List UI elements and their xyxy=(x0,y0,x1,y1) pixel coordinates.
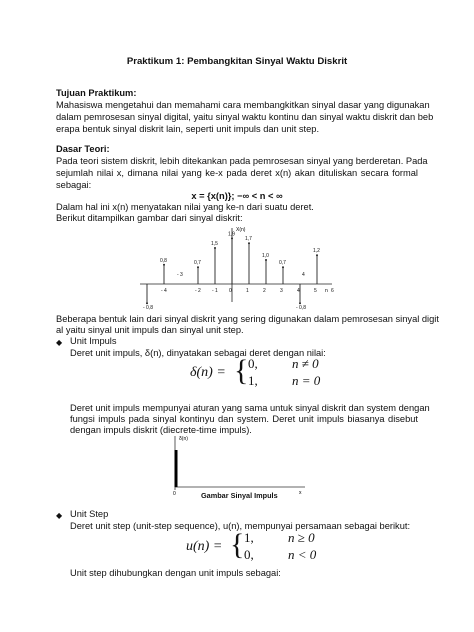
case-value: 1, xyxy=(248,373,258,388)
stem-value-label: 0,8 xyxy=(160,257,167,264)
stem-value-label: 1,7 xyxy=(245,236,252,243)
x-tick-label: - 2 xyxy=(195,288,201,294)
case-value: 1, xyxy=(244,530,254,545)
x-tick-label: 3 xyxy=(280,288,283,294)
x-tick-label: 4 xyxy=(297,288,300,294)
formula-lhs: u(n) = xyxy=(186,539,223,554)
discrete-signal-figure xyxy=(140,222,340,312)
x-tick-label: 5 xyxy=(314,288,317,294)
case-cond: n = 0 xyxy=(292,373,321,388)
stem-value-label: - 0,8 xyxy=(296,305,307,312)
x-tick-label: - 4 xyxy=(161,288,167,294)
stem-marker xyxy=(299,302,301,304)
stem-value-label: 0,7 xyxy=(279,260,286,267)
stem-marker xyxy=(282,266,284,268)
x-tick-label: - 1 xyxy=(212,288,218,294)
y-axis-label: δ(n) xyxy=(179,436,188,442)
x-axis-label: x xyxy=(299,490,302,496)
dasar-line: Pada teori sistem diskrit, lebih ditekankan pada pemrosesan sinyal yang berderetan. Pada xyxy=(56,156,428,166)
stem-value-label: - 0,8 xyxy=(143,305,154,312)
stem-value-label: 1,2 xyxy=(313,248,320,255)
x-tick-label: 0 xyxy=(229,288,232,294)
x-tick-label: 1 xyxy=(246,288,249,294)
stem-marker xyxy=(248,242,250,244)
para2-line: al yaitu sinyal unit impuls dan sinyal unit step. xyxy=(56,325,244,335)
y-axis-label: X(n) xyxy=(236,227,246,233)
stem-marker xyxy=(163,264,165,266)
stem-value-label: - 3 xyxy=(177,272,183,278)
x-tick-label: 6 xyxy=(331,288,334,294)
dasar-line: Berikut ditampilkan gambar dari sinyal diskrit: xyxy=(56,213,243,223)
brace: { xyxy=(230,528,245,561)
unit-step-heading: Unit Step xyxy=(70,509,109,519)
impulse-caption: Gambar Sinyal Impuls xyxy=(201,491,278,500)
tujuan-line: dalam pemrosesan sinyal digital, yaitu sinyal waktu kontinu dan sinyal waktu diskrit dan beb xyxy=(56,112,434,122)
document-title: Praktikum 1: Pembangkitan Sinyal Waktu Diskrit xyxy=(126,56,348,67)
formula-lhs: δ(n) = xyxy=(190,365,226,380)
dasar-line: sebagai: xyxy=(56,180,92,190)
tujuan-line: erapa bentuk sinyal diskrit lain, seperti unit impuls dan unit step. xyxy=(56,124,320,134)
impuls-desc: fungsi impuls pada sinyal kontinyu dan system. Deret unit impuls biasanya disebut xyxy=(70,414,418,424)
case-value: 0, xyxy=(248,356,258,371)
bullet-icon: ◆ xyxy=(56,338,63,347)
stem-value-label: 1,9 xyxy=(228,231,235,238)
brace: { xyxy=(234,354,249,387)
origin-label: 0 xyxy=(173,491,176,497)
impuls-desc: Deret unit impuls mempunyai aturan yang sama untuk sinyal diskrit dan system dengan xyxy=(70,403,430,413)
stem-marker xyxy=(214,247,216,249)
signal-equation: x = {x(n)}; −∞ < n < ∞ xyxy=(191,191,283,201)
stem-marker xyxy=(146,302,148,304)
para2-line: Beberapa bentuk lain dari sinyal diskrit yang sering digunakan dalam pemrosesan sinyal digit xyxy=(56,314,439,324)
stem-marker xyxy=(316,254,318,256)
bullet-icon: ◆ xyxy=(56,511,63,520)
stem-value-label: 0,7 xyxy=(194,260,201,267)
extra-tick-label: 4 xyxy=(302,272,305,278)
case-cond: n ≠ 0 xyxy=(292,356,319,371)
stem-marker xyxy=(197,266,199,268)
x-axis-label: n xyxy=(325,288,328,294)
impulse-formula xyxy=(190,356,350,390)
dasar-line: Dalam hal ini x(n) menyatakan nilai yang ke-n dari suatu deret. xyxy=(56,202,314,212)
dasar-line: sejumlah nilai x, dimana nilai yang ke-x pada deret x(n) akan dituliskan secara formal xyxy=(56,168,418,178)
tujuan-heading: Tujuan Praktikum: xyxy=(56,88,137,98)
case-value: 0, xyxy=(244,547,254,562)
unit-step-last: Unit step dihubungkan dengan unit impuls sebagai: xyxy=(70,568,281,578)
unit-impuls-heading: Unit Impuls xyxy=(70,336,117,346)
unit-step-line: Deret unit step (unit-step sequence), u(n), mempunyai persamaan sebagai berikut: xyxy=(70,521,411,531)
x-tick-label: 2 xyxy=(263,288,266,294)
stem-marker xyxy=(265,259,267,261)
impuls-desc: dengan impuls diskrit (diecrete-time impuls). xyxy=(70,425,252,435)
tujuan-line: Mahasiswa mengetahui dan memahami cara membangkitkan sinyal dasar yang digunakan xyxy=(56,100,430,110)
stem-marker xyxy=(231,237,233,239)
stem-value-label: 1,5 xyxy=(211,241,218,247)
dasar-heading: Dasar Teori: xyxy=(56,144,110,154)
case-cond: n ≥ 0 xyxy=(288,530,315,545)
stem-value-label: 1,0 xyxy=(262,253,269,259)
step-formula xyxy=(186,530,346,564)
case-cond: n < 0 xyxy=(288,547,317,562)
unit-impuls-line: Deret unit impuls, δ(n), dinyatakan sebagai deret dengan nilai: xyxy=(70,348,326,358)
